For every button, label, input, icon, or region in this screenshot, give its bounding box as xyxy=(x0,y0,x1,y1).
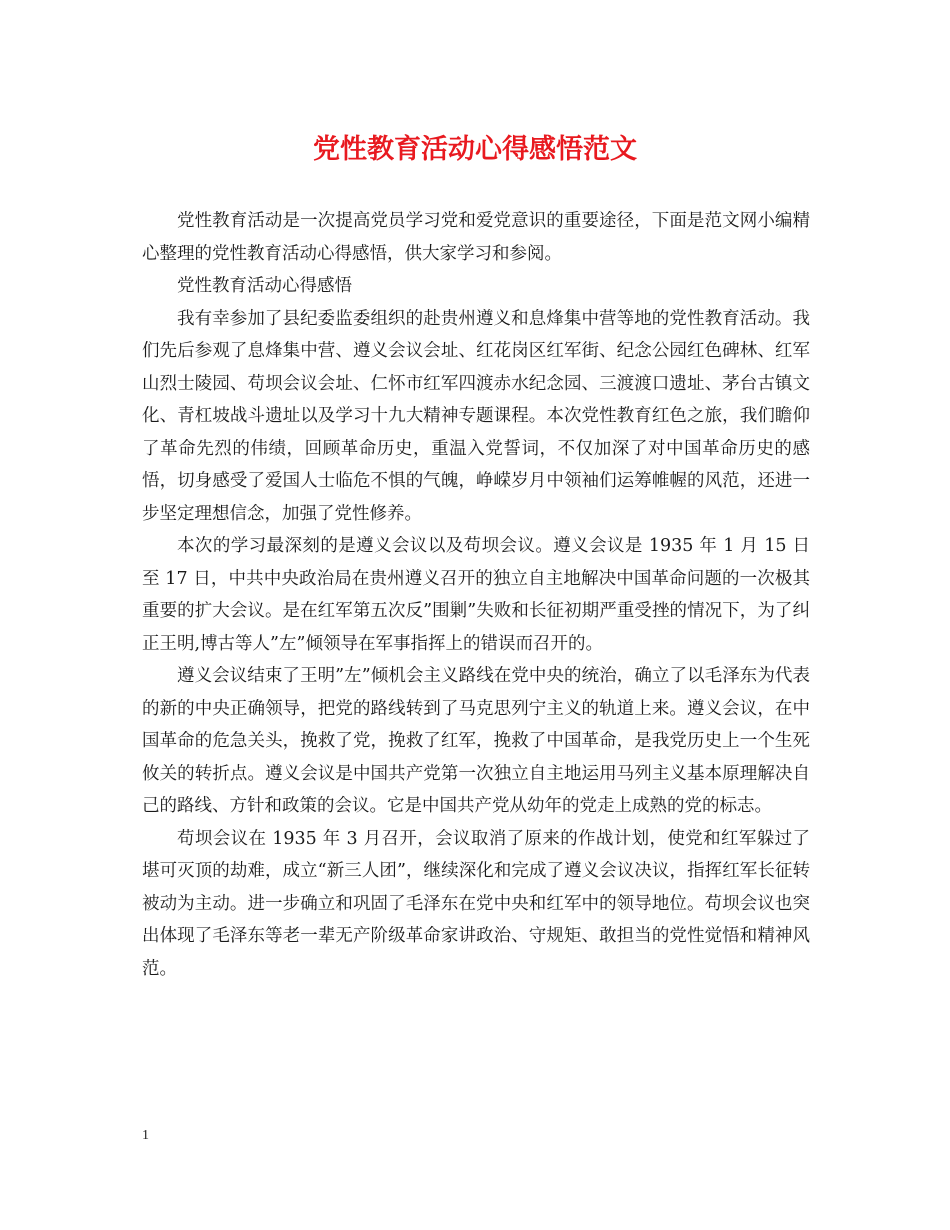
document-title: 党性教育活动心得感悟范文 xyxy=(313,134,637,165)
body-paragraph: 遵义会议结束了王明”左”倾机会主义路线在党中央的统治，确立了以毛泽东为代表的新的中央正确领导，把党的路线转到了马克思列宁主义的轨道上来。遵义会议，在中国革命的危急关头，挽救了党，挽救了红军，挽救了中国革命，是我党历史上一个生死攸关的转折点。遵义会议是中国共产党第一次独立自主地运用马列主义基本原理解决自己的路线、方针和政策的会议。它是中国共产党从幼年的党走上成熟的党的标志。 xyxy=(142,666,810,816)
page-number: 1 xyxy=(142,1128,149,1143)
document-body xyxy=(142,205,810,985)
intro-paragraph: 党性教育活动是一次提高党员学习党和爱党意识的重要途径，下面是范文网小编精心整理的党性教育活动心得感悟，供大家学习和参阅。 xyxy=(142,211,810,264)
section-heading: 党性教育活动心得感悟 xyxy=(177,276,352,296)
body-paragraph: 我有幸参加了县纪委监委组织的赴贵州遵义和息烽集中营等地的党性教育活动。我们先后参观了息烽集中营、遵义会议会址、红花岗区红军街、纪念公园红色碑林、红军山烈士陵园、苟坝会议会址、仁怀市红军四渡赤水纪念园、三渡渡口遗址、茅台古镇文化、青杠坡战斗遗址以及学习十九大精神专题课程。本次党性教育红色之旅，我们瞻仰了革命先烈的伟绩，回顾革命历史，重温入党誓词，不仅加深了对中国革命历史的感悟，切身感受了爱国人士临危不惧的气魄，峥嵘岁月中领袖们运筹帷幄的风范，还进一步坚定理想信念，加强了党性修养。 xyxy=(142,308,810,524)
body-paragraph: 苟坝会议在 1935 年 3 月召开，会议取消了原来的作战计划，使党和红军躲过了堪可灭顶的劫难，成立“新三人团”，继续深化和完成了遵义会议决议，指挥红军长征转被动为主动。进一步确立和巩固了毛泽东在党中央和红军中的领导地位。苟坝会议也突出体现了毛泽东等老一辈无产阶级革命家讲政治、守规矩、敢担当的党性觉悟和精神风范。 xyxy=(142,828,810,979)
body-paragraph: 本次的学习最深刻的是遵义会议以及苟坝会议。遵义会议是 1935 年 1 月 15 日至 17 日，中共中央政治局在贵州遵义召开的独立自主地解决中国革命问题的一次极其重要的扩大会议。是在红军第五次反”围剿”失败和长征初期严重受挫的情况下，为了纠正王明,博古等人”左”倾领导在军事指挥上的错误而召开的。 xyxy=(142,536,810,654)
